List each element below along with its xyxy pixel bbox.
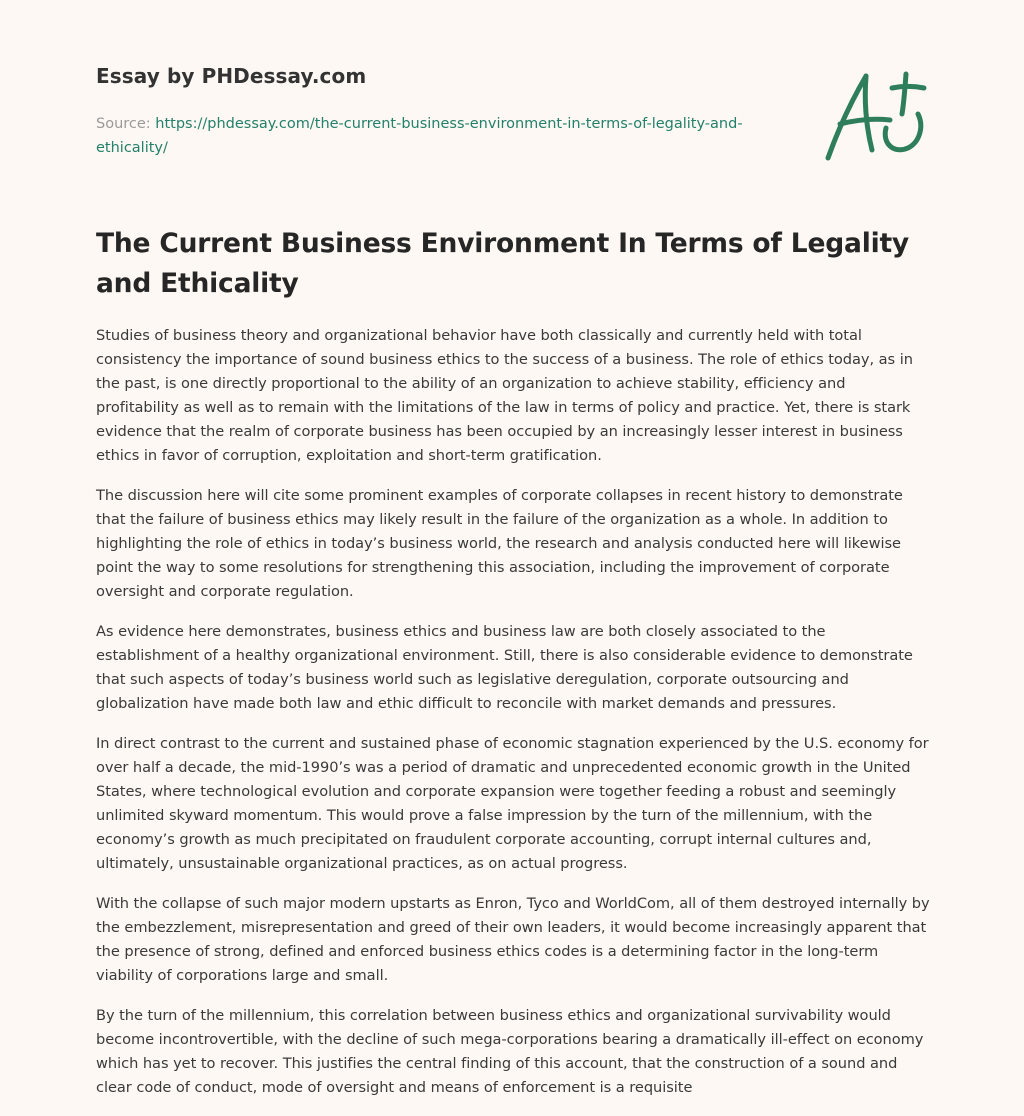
essay-paragraph: Studies of business theory and organizational behavior have both classically and currently held with total consistency the importance of sound business ethics to the success of a business. The role of ethics today, as in the past, is one directly proportional to the ability of an organization to achieve stability, efficiency and profitability as well as to remain with the limitations of the law in terms of policy and practice. Yet, there is stark evidence that the realm of corporate business has been occupied by an increasingly lesser interest in business ethics in favor of corruption, exploitation and short-term gratification. [96, 327, 913, 464]
essay-paragraph: In direct contrast to the current and sustained phase of economic stagnation experienced by the U.S. economy for over half a decade, the mid-1990’s was a period of dramatic and unprecedented economic growth in the United States, where technological evolution and corporate expansion were together feeding a robust and seemingly unlimited skyward momentum. This would prove a false impression by the turn of the millennium, with the economy’s growth as much precipitated on fraudulent corporate accounting, corrupt internal cultures and, ultimately, unsustainable organizational practices, as on actual progress. [96, 735, 929, 872]
essay-paragraph: By the turn of the millennium, this correlation between business ethics and organizational survivability would become incontrovertible, with the decline of such mega-corporations bearing a dramatically ill-effect on economy which has yet to recover. This justifies the central finding of this account, that the construction of a sound and clear code of conduct, mode of oversight and means of enforcement is a requisite [96, 1007, 924, 1096]
a-plus-grade-icon [822, 68, 928, 164]
essay-body [96, 324, 932, 1116]
source-link[interactable]: https://phdessay.com/the-current-business-environment-in-terms-of-legality-and-ethicality/ [96, 116, 743, 156]
essay-title: The Current Business Environment In Terms of Legality and Ethicality [96, 228, 910, 299]
site-title: Essay by PHDessay.com [96, 64, 367, 88]
source-label: Source: [96, 116, 151, 132]
essay-paragraph: The discussion here will cite some prominent examples of corporate collapses in recent history to demonstrate that the failure of business ethics may likely result in the failure of the organization as a whole. In addition to highlighting the role of ethics in today’s business world, the research and analysis conducted here will likewise point the way to some resolutions for strengthening this association, including the improvement of corporate oversight and corporate regulation. [96, 487, 903, 600]
essay-paragraph: As evidence here demonstrates, business ethics and business law are both closely associated to the establishment of a healthy organizational environment. Still, there is also considerable evidence to demonstrate that such aspects of today’s business world such as legislative deregulation, corporate outsourcing and globalization have made both law and ethic difficult to reconcile with market demands and pressures. [96, 623, 913, 712]
source-line [96, 112, 756, 160]
essay-paragraph: With the collapse of such major modern upstarts as Enron, Tyco and WorldCom, all of them destroyed internally by the embezzlement, misrepresentation and greed of their own leaders, it would become increasingly apparent that the presence of strong, defined and enforced business ethics codes is a determining factor in the long-term viability of corporations large and small. [96, 895, 930, 984]
